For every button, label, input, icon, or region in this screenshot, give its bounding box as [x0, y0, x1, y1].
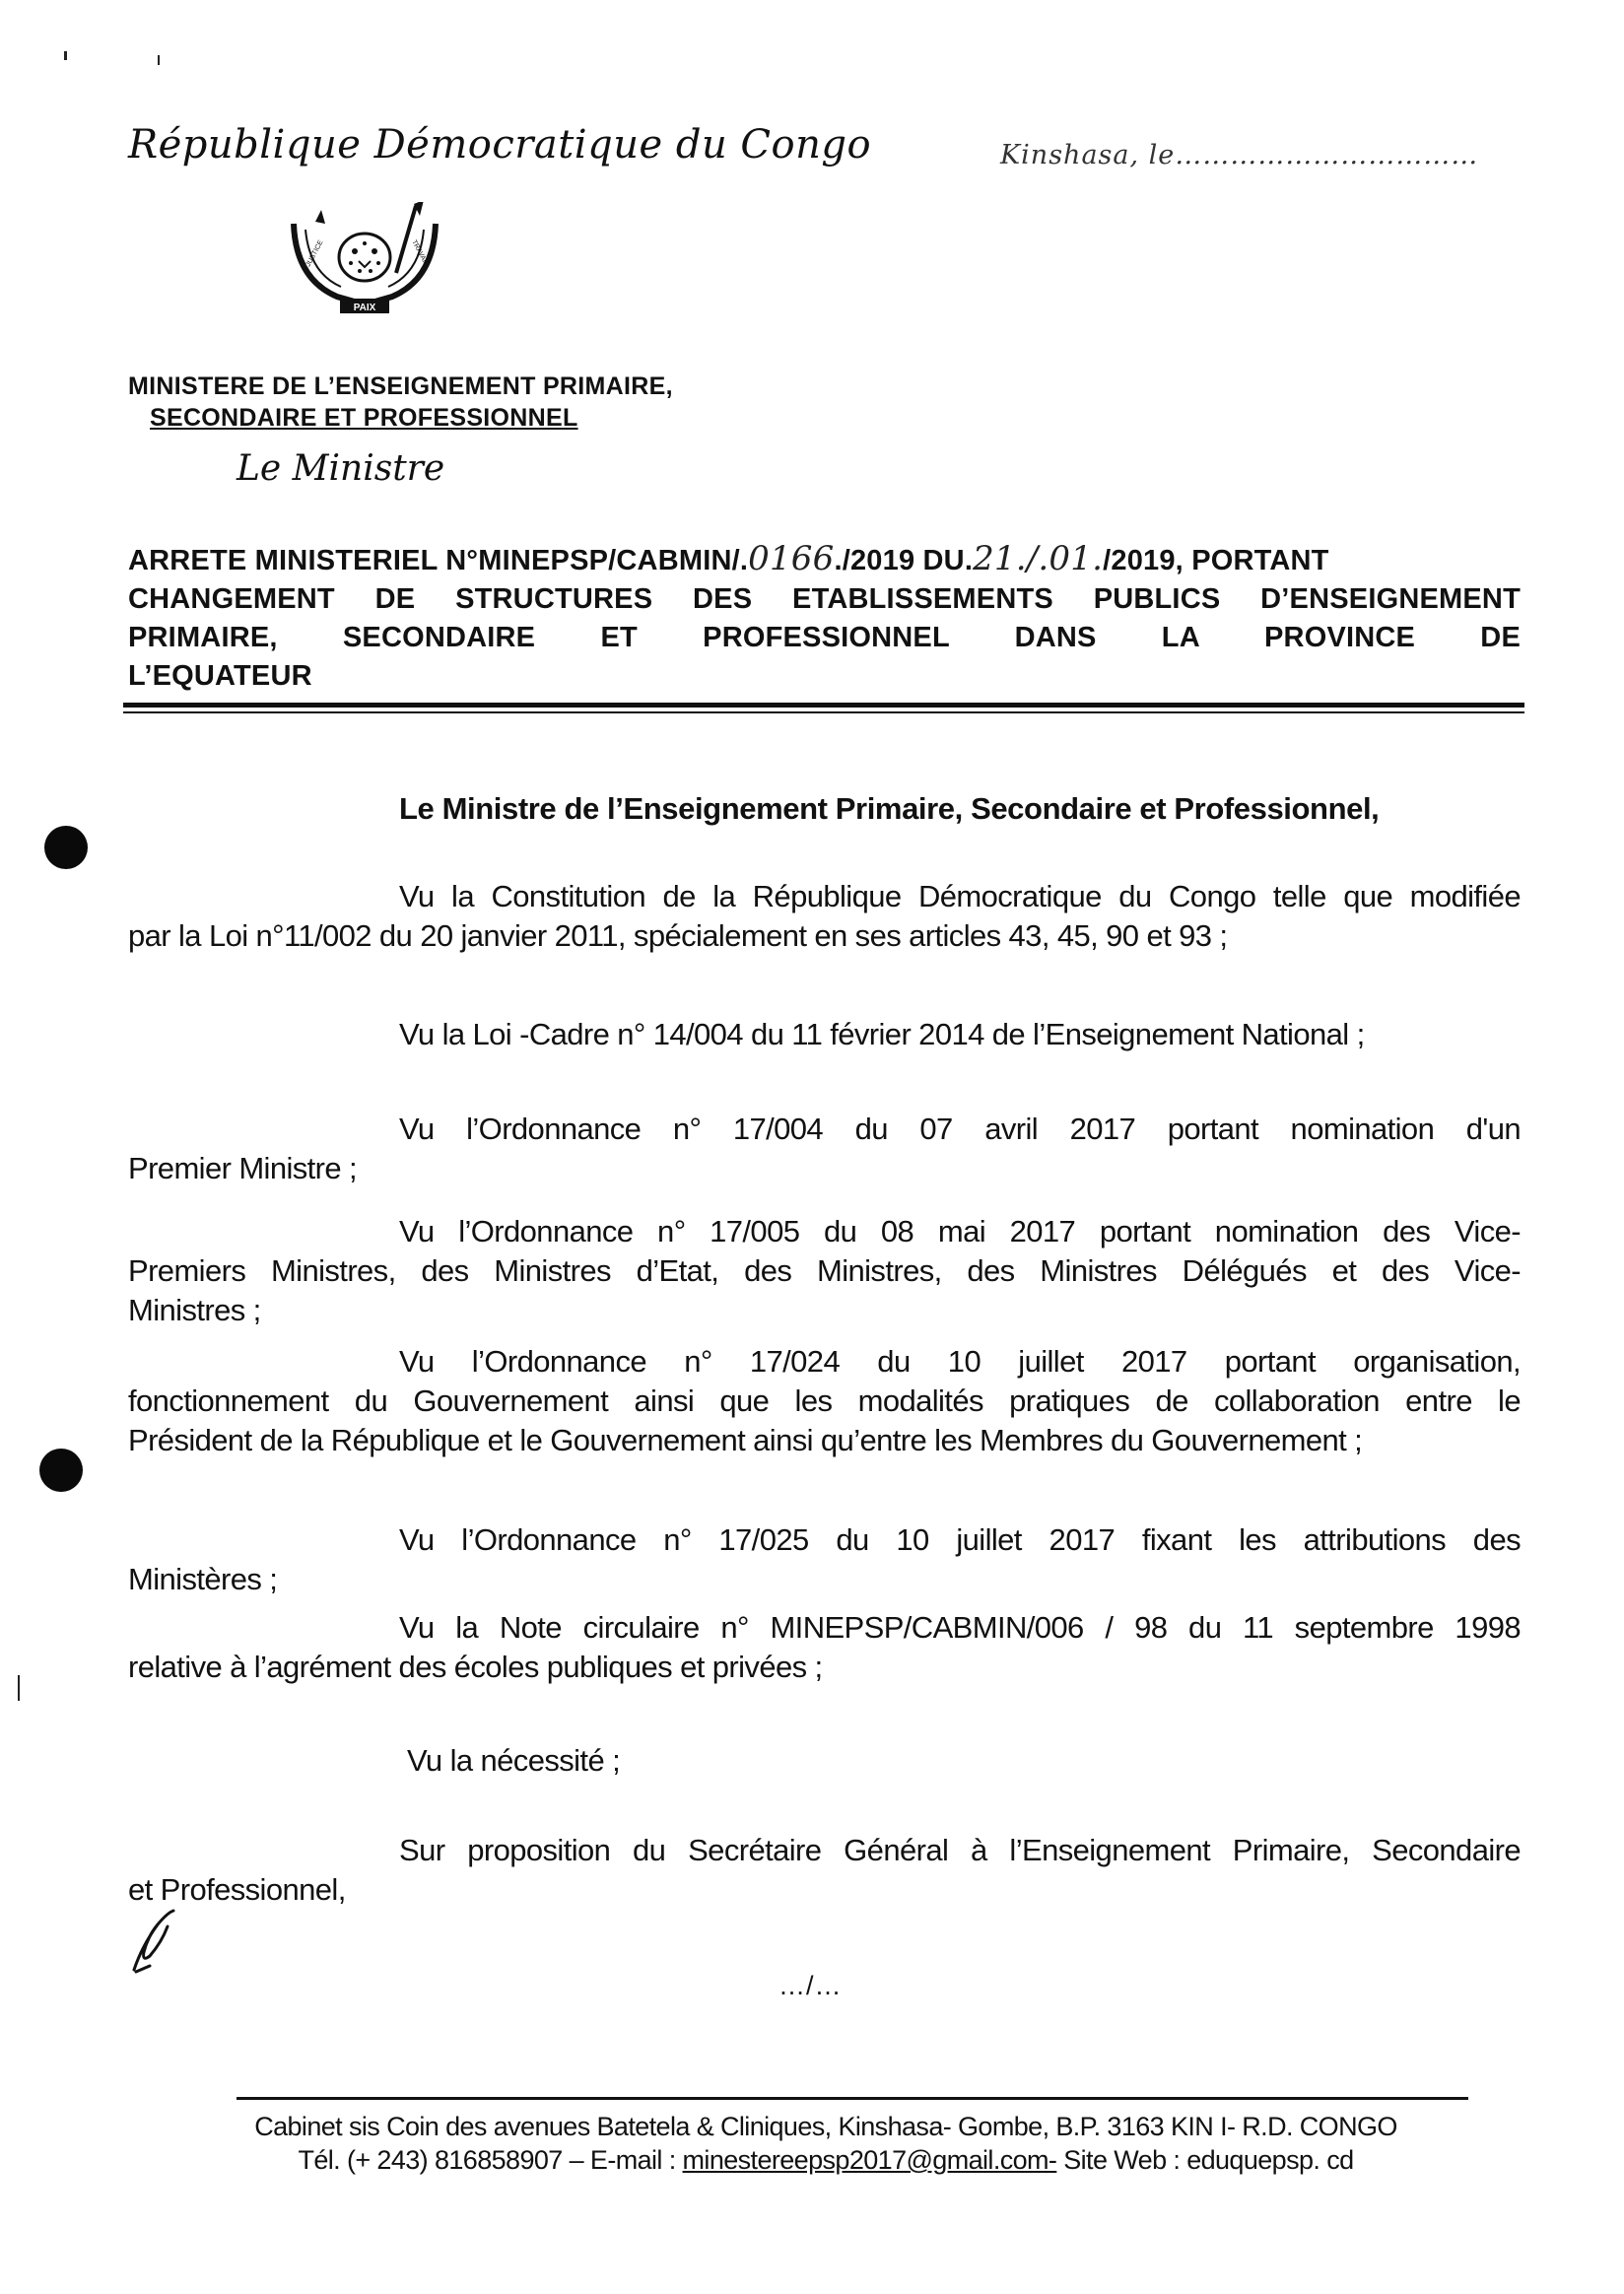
paragraph-line: Ministères ;	[128, 1562, 278, 1596]
considerant-necessite: Vu la nécessité ;	[407, 1743, 621, 1778]
considerant-ordonnance-17-005	[128, 1212, 1521, 1330]
republic-header: République Démocratique du Congo	[128, 122, 872, 168]
decree-title-line4: L’EQUATEUR	[128, 660, 312, 692]
decree-date-handwritten: 21./.01.	[973, 539, 1104, 578]
paragraph-line: Vu l’Ordonnance n° 17/005 du 08 mai 2017 portant nomination des Vice-	[399, 1214, 1521, 1248]
title-divider-thin	[123, 711, 1524, 713]
footer-address: Cabinet sis Coin des avenues Batetela & Cliniques, Kinshasa- Gombe, B.P. 3163 KIN I- R.D. CONGO	[254, 2112, 1397, 2141]
considerant-loi-cadre: Vu la Loi -Cadre n° 14/004 du 11 février 2014 de l’Enseignement National ;	[399, 1017, 1365, 1051]
decree-prefix: ARRETE MINISTERIEL N°MINEPSP/CABMIN/.	[128, 545, 749, 576]
footer-divider	[237, 2097, 1468, 2100]
decree-number-handwritten: 0166	[748, 539, 835, 578]
scan-speck	[64, 51, 67, 60]
considerant-ordonnance-17-025	[128, 1520, 1521, 1599]
paragraph-line: Vu l’Ordonnance n° 17/024 du 10 juillet 2017 portant organisation,	[399, 1344, 1521, 1379]
scan-speck	[158, 55, 160, 65]
decree-middle: ./2019 DU.	[834, 545, 974, 576]
decree-suffix: /2019, PORTANT	[1103, 545, 1329, 576]
handwritten-initials-icon	[128, 1907, 187, 1976]
footer-phone: Tél. (+ 243) 816858907 – E-mail :	[298, 2145, 683, 2175]
scan-speck	[18, 1675, 20, 1701]
paragraph-line: fonctionnement du Gouvernement ainsi que les modalités pratiques de collaboration entre le	[128, 1383, 1521, 1418]
paragraph-line: Vu la Constitution de la République Démocratique du Congo telle que modifiée	[399, 879, 1521, 913]
considerant-constitution	[128, 877, 1521, 956]
ministry-name-line2: SECONDAIRE ET PROFESSIONNEL	[150, 404, 578, 432]
emblem-motto-bottom: PAIX	[353, 303, 376, 313]
paragraph-line: Vu l’Ordonnance n° 17/025 du 10 juillet 2017 fixant les attributions des	[399, 1522, 1521, 1557]
footer-contact	[200, 2142, 1452, 2178]
footer-website: Site Web : eduquepsp. cd	[1056, 2145, 1354, 2175]
paragraph-line: Premiers Ministres, des Ministres d’Etat, des Ministres, des Ministres Délégués et des Vice-	[128, 1253, 1521, 1288]
paragraph-line: Vu la Note circulaire n° MINEPSP/CABMIN/006 / 98 du 11 septembre 1998	[399, 1610, 1521, 1645]
continuation-mark: …/…	[778, 1971, 843, 2000]
paragraph-line: relative à l’agrément des écoles publiques et privées ;	[128, 1650, 823, 1684]
considerant-ordonnance-17-024	[128, 1342, 1521, 1460]
congo-coat-of-arms-icon	[286, 202, 443, 325]
footer-email-link[interactable]: minestereepsp2017@gmail.com-	[682, 2145, 1057, 2175]
considerant-ordonnance-17-004	[128, 1110, 1521, 1188]
paragraph-line: Vu l’Ordonnance n° 17/004 du 07 avril 2017 portant nomination d'un	[399, 1112, 1521, 1146]
decree-title-line2: CHANGEMENT DE STRUCTURES DES ETABLISSEMENTS PUBLICS D’ENSEIGNEMENT	[128, 583, 1521, 615]
considerant-proposition	[128, 1831, 1521, 1910]
decree-title	[128, 540, 1521, 696]
emblem-motto-right: TRAVAIL	[410, 238, 430, 267]
title-divider-thick	[123, 703, 1524, 708]
punch-hole-mark	[39, 1449, 83, 1492]
place-date-line: Kinshasa, le……………………………	[1000, 140, 1479, 170]
ministry-name-line1: MINISTERE DE L’ENSEIGNEMENT PRIMAIRE,	[128, 372, 673, 400]
decree-title-line3: PRIMAIRE, SECONDAIRE ET PROFESSIONNEL DANS LA PROVINCE DE	[128, 622, 1521, 653]
paragraph-line: et Professionnel,	[128, 1872, 346, 1907]
paragraph-line: Sur proposition du Secrétaire Général à l’Enseignement Primaire, Secondaire	[399, 1833, 1521, 1867]
emblem-motto-left: JUSTICE	[304, 238, 325, 268]
body-heading: Le Ministre de l’Enseignement Primaire, Secondaire et Professionnel,	[399, 791, 1380, 826]
punch-hole-mark	[44, 826, 88, 869]
paragraph-line: Président de la République et le Gouvernement ainsi qu’entre les Membres du Gouvernement ;	[128, 1423, 1363, 1457]
paragraph-line: Premier Ministre ;	[128, 1151, 358, 1185]
considerant-note-circulaire	[128, 1608, 1521, 1687]
paragraph-line: Ministres ;	[128, 1293, 261, 1327]
minister-title: Le Ministre	[237, 448, 445, 489]
paragraph-line: par la Loi n°11/002 du 20 janvier 2011, spécialement en ses articles 43, 45, 90 et 93 ;	[128, 918, 1228, 953]
decree-title-line1	[128, 540, 1521, 580]
